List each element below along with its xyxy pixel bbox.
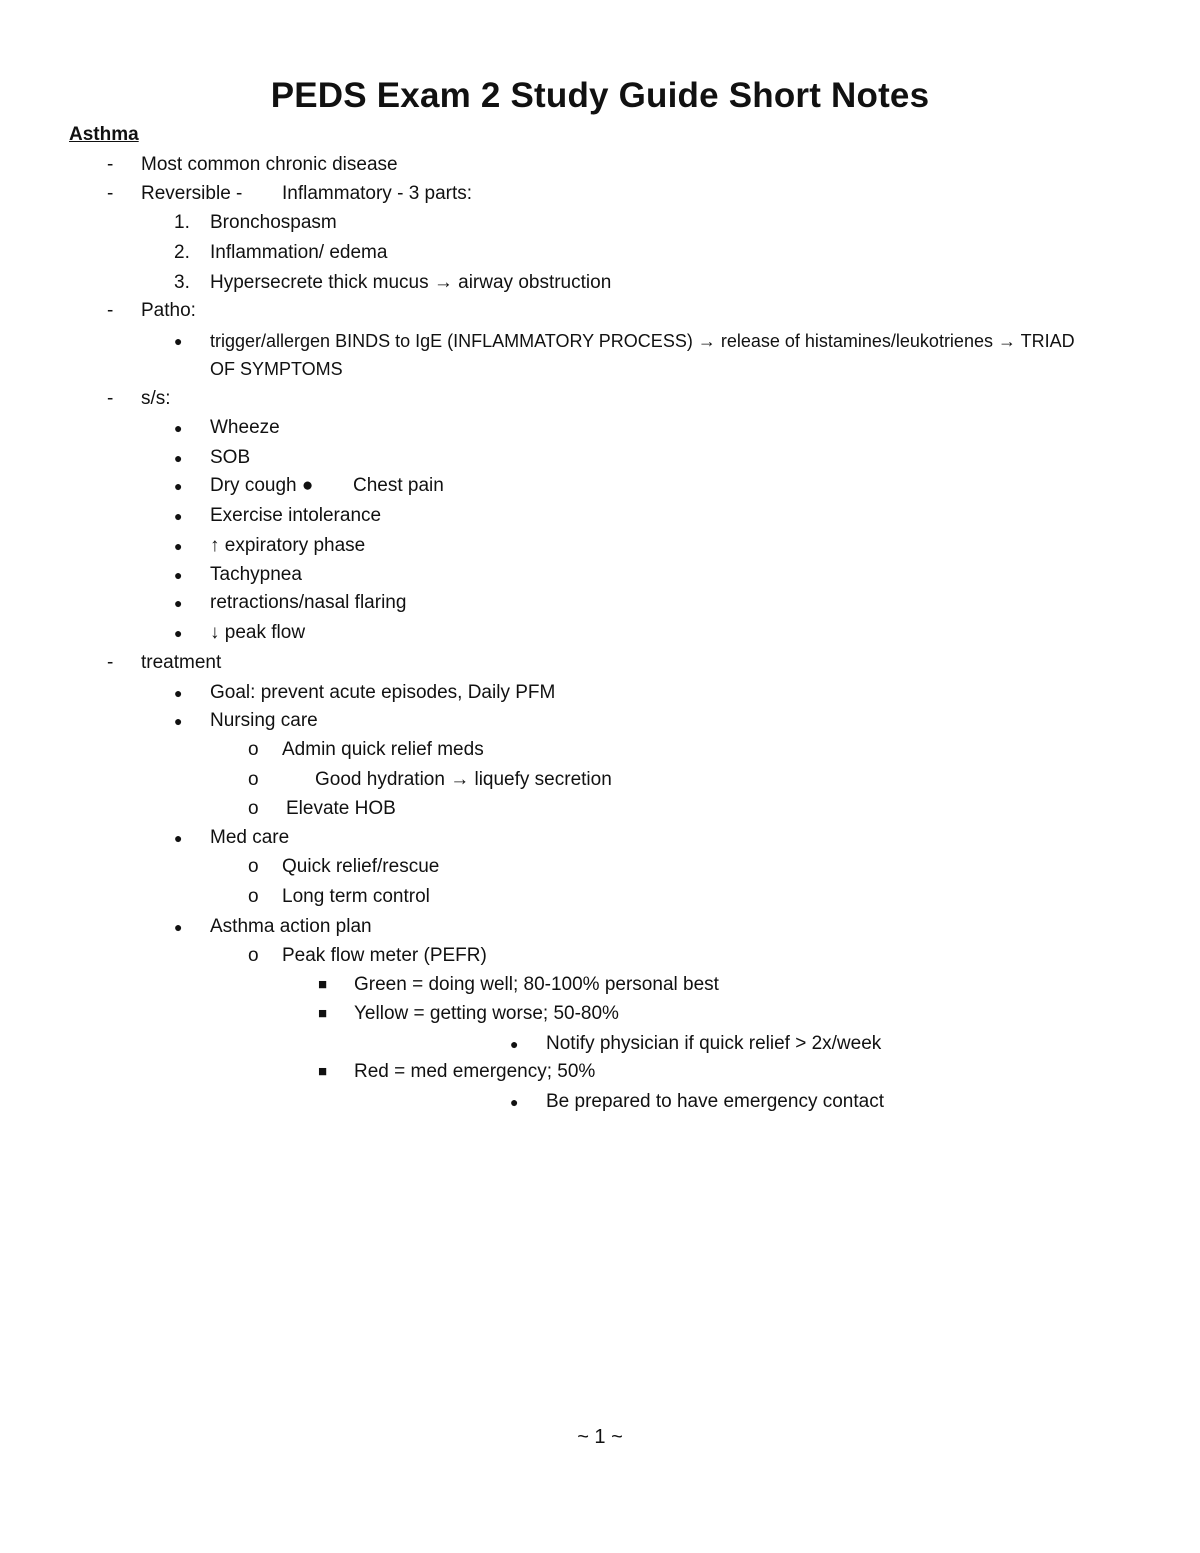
square-marker: ■ — [318, 1005, 328, 1022]
bullet-marker: ● — [174, 685, 183, 701]
note-line: Nursing care — [210, 710, 318, 731]
section-heading-asthma: Asthma — [69, 124, 139, 145]
note-line: OF SYMPTOMS — [210, 359, 343, 379]
bullet-marker: ● — [174, 713, 183, 729]
number-marker: 2. — [174, 242, 190, 263]
circle-marker: o — [248, 798, 259, 819]
page-number: ~ 1 ~ — [577, 1426, 623, 1448]
note-line: Bronchospasm — [210, 212, 337, 233]
bullet-marker: ● — [174, 508, 183, 524]
note-line: ↓ peak flow — [210, 622, 306, 643]
bullet-marker: ● — [174, 333, 183, 349]
square-marker: ■ — [318, 1063, 328, 1080]
bullet-marker: ● — [174, 595, 183, 611]
note-line: retractions/nasal flaring — [210, 592, 407, 613]
note-line: Inflammation/ edema — [210, 242, 388, 263]
dash-marker: - — [107, 154, 114, 175]
note-line: Wheeze — [210, 417, 280, 438]
bullet-marker: ● — [174, 450, 183, 466]
bullet-marker: ● — [510, 1094, 519, 1110]
note-line: Hypersecrete thick mucus → airway obstruction — [210, 272, 612, 293]
dash-marker: - — [107, 652, 114, 673]
circle-marker: o — [248, 886, 259, 907]
bullet-marker: ● — [174, 830, 183, 846]
circle-marker: o — [248, 769, 259, 790]
number-marker: 1. — [174, 212, 190, 233]
dash-marker: - — [107, 183, 114, 204]
note-line: Peak flow meter (PEFR) — [282, 945, 487, 966]
note-line: ↑ expiratory phase — [210, 535, 366, 556]
note-line: Red = med emergency; 50% — [354, 1061, 596, 1082]
note-line: trigger/allergen BINDS to IgE (INFLAMMATORY PROCESS) → release of histamines/leukotrienes → TRIAD — [210, 331, 1075, 351]
note-line: Chest pain — [353, 475, 444, 496]
bullet-marker: ● — [174, 478, 183, 494]
bullet-marker: ● — [174, 919, 183, 935]
number-marker: 3. — [174, 272, 190, 293]
square-marker: ■ — [318, 976, 328, 993]
note-line: Reversible - — [141, 183, 243, 204]
note-line: Notify physician if quick relief > 2x/week — [546, 1033, 882, 1054]
circle-marker: o — [248, 856, 259, 877]
note-line: Admin quick relief meds — [282, 739, 484, 760]
note-line: Most common chronic disease — [141, 154, 398, 175]
bullet-marker: ● — [174, 420, 183, 436]
note-line: SOB — [210, 447, 251, 468]
note-line: Inflammatory - 3 parts: — [282, 183, 473, 204]
note-line: Yellow = getting worse; 50-80% — [354, 1003, 619, 1024]
note-line: Goal: prevent acute episodes, Daily PFM — [210, 682, 556, 703]
note-line: Quick relief/rescue — [282, 856, 440, 877]
circle-marker: o — [248, 945, 259, 966]
bullet-marker: ● — [510, 1036, 519, 1052]
note-line: Patho: — [141, 300, 196, 321]
note-line: Be prepared to have emergency contact — [546, 1091, 884, 1112]
note-line: Dry cough ● — [210, 475, 314, 496]
note-line: Med care — [210, 827, 290, 848]
dash-marker: - — [107, 388, 114, 409]
note-line: Exercise intolerance — [210, 505, 382, 526]
circle-marker: o — [248, 739, 259, 760]
note-line: Long term control — [282, 886, 430, 907]
note-line: treatment — [141, 652, 222, 673]
note-line: Elevate HOB — [286, 798, 396, 819]
note-line: Green = doing well; 80-100% personal best — [354, 974, 719, 995]
note-line: Asthma action plan — [210, 916, 372, 937]
bullet-marker: ● — [174, 538, 183, 554]
note-line: s/s: — [141, 388, 171, 409]
dash-marker: - — [107, 300, 114, 321]
note-line: Tachypnea — [210, 564, 302, 585]
page-title: PEDS Exam 2 Study Guide Short Notes — [270, 76, 930, 115]
bullet-marker: ● — [174, 567, 183, 583]
note-line: Good hydration → liquefy secretion — [315, 769, 612, 790]
bullet-marker: ● — [174, 625, 183, 641]
